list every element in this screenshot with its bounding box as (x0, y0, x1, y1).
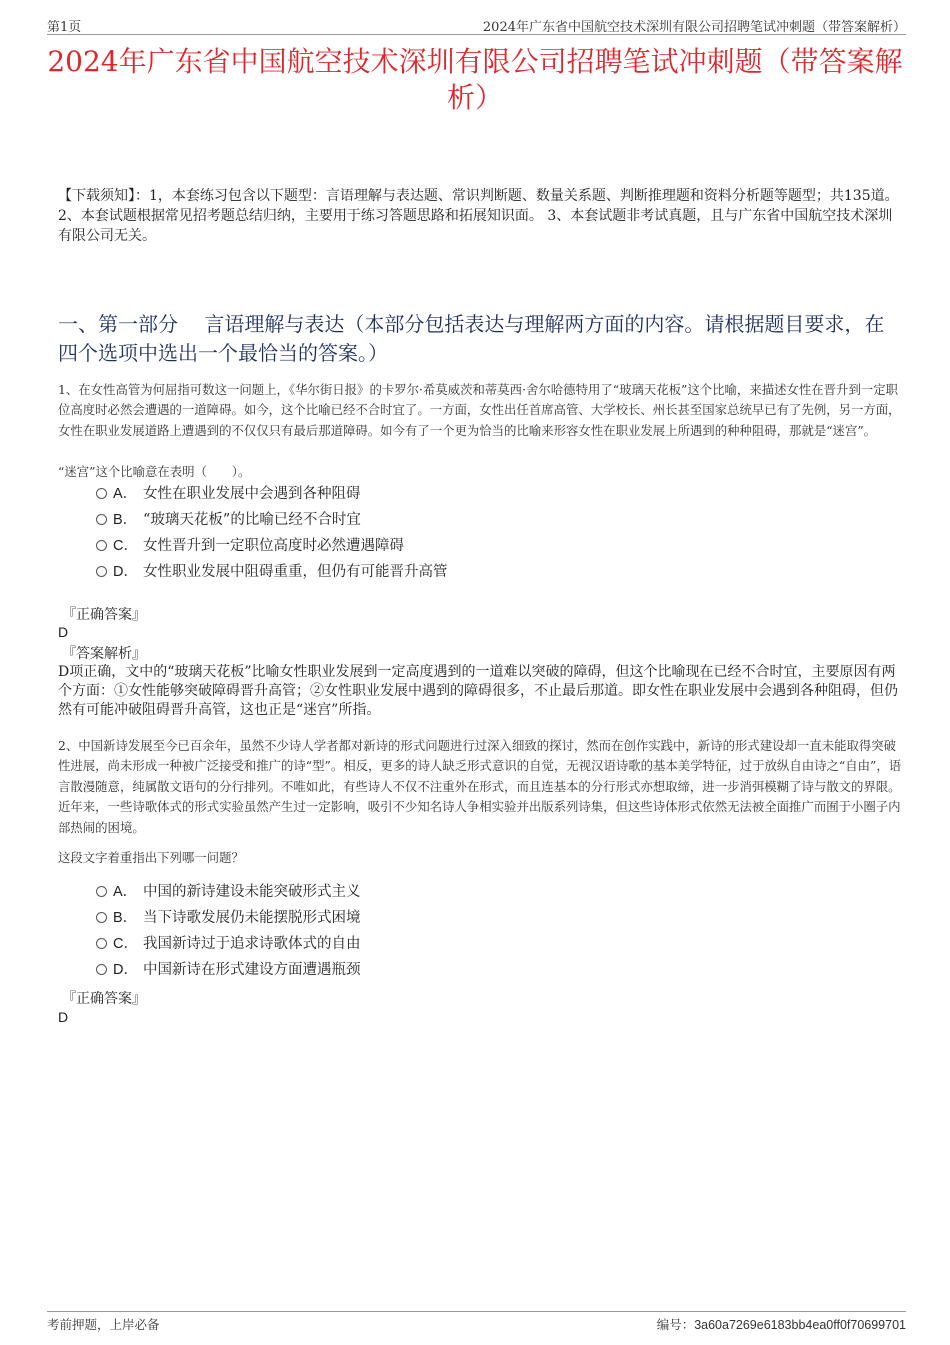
download-notice: 【下载须知】：1，本套练习包含以下题型：言语理解与表达题、常识判断题、数量关系题、判断推理题和资料分析题等题型；共135道。 2、本套试题根据常见招考题总结归纳，主要用于练习答题思路和拓展知识面。 3、本套试题非考试真题，且与广东省中国航空技术深圳有限公司无关。 (58, 188, 899, 244)
q2-option-a[interactable]: A． 中国的新诗建设未能突破形式主义 (96, 881, 361, 903)
footer-code: 编号：3a60a7269e6183bb4ea0ff0f70699701 (656, 1318, 906, 1332)
q1-analysis-label: 『答案解析』 (62, 646, 146, 662)
q1-analysis: D项正确，文中的“玻璃天花板”比喻女性职业发展到一定高度遇到的一道难以突破的障碍，但这个比喻现在已经不合时宜，主要原因有两个方面：①女性能够突破障碍晋升高管；②女性职业发展中遇到的障碍很多，不止最后那道。即女性在职业发展中会遇到各种阻碍，但仍然有可能冲破阻碍晋升高管，这也正是“迷宫”所指。 (58, 664, 898, 718)
q1-option-a[interactable]: A． 女性在职业发展中会遇到各种阻碍 (96, 483, 361, 505)
page-number: 第1页 (47, 20, 82, 35)
question-1-stem: “迷宫”这个比喻意在表明（ ）。 (58, 464, 251, 479)
question-2-text: 2、中国新诗发展至今已百余年，虽然不少诗人学者都对新诗的形式问题进行过深入细致的探讨，然而在创作实践中，新诗的形式建设却一直未能取得突破性进展，尚未形成一种被广泛接受和推广的诗“型”。相反，更多的诗人缺乏形式意识的自觉，无视汉语诗歌的基本美学特征，过于放纵自由诗之“自由”，语言散漫随意，纯属散文语句的分行排列。不唯如此，有些诗人不仅不注重外在形式，而且连基本的分行形式亦想取缔，进一步消弭模糊了诗与散文的界限。近年来，一些诗歌体式的形式实验虽然产生过一定影响，吸引不少知名诗人争相实验并出版系列诗集，但这些诗体形式依然无法被全面推广而囿于小圈子内部热闹的困境。 (58, 738, 902, 835)
radio-icon[interactable] (96, 514, 107, 525)
q2-option-d[interactable]: D． 中国新诗在形式建设方面遭遇瓶颈 (96, 959, 361, 981)
question-2-stem: 这段文字着重指出下列哪一问题？ (58, 850, 244, 865)
q2-answer: D (58, 1009, 69, 1025)
radio-icon[interactable] (96, 540, 107, 551)
footer-slogan: 考前押题，上岸必备 (47, 1317, 160, 1332)
q2-answer-label: 『正确答案』 (62, 991, 146, 1007)
radio-icon[interactable] (96, 886, 107, 897)
document-title: 2024年广东省中国航空技术深圳有限公司招聘笔试冲刺题（带答案解析） (47, 45, 903, 114)
q2-option-b[interactable]: B． 当下诗歌发展仍未能摆脱形式困境 (96, 907, 361, 929)
q1-option-d[interactable]: D． 女性职业发展中阻碍重重，但仍有可能晋升高管 (96, 561, 448, 583)
radio-icon[interactable] (96, 938, 107, 949)
page-header (47, 14, 906, 35)
radio-icon[interactable] (96, 964, 107, 975)
header-doc-title: 2024年广东省中国航空技术深圳有限公司招聘笔试冲刺题（带答案解析） (482, 20, 906, 35)
q1-option-c[interactable]: C． 女性晋升到一定职位高度时必然遭遇障碍 (96, 535, 404, 557)
question-1-text: 1、在女性高管为何屈指可数这一问题上，《华尔街日报》的卡罗尔·希莫威茨和蒂莫西·舍尔哈德特用了“玻璃天花板”这个比喻，来描述女性在晋升到一定职位高度时必然会遭遇的一道障碍。如今，这个比喻已经不合时宜了。一方面，女性出任首席高管、大学校长、州长甚至国家总统早已有了先例，另一方面，女性在职业发展道路上遭遇到的不仅仅只有最后那道障碍。如今有了一个更为恰当的比喻来形容女性在职业发展上所遇到的种种阻碍，那就是“迷宫”。 (58, 382, 901, 438)
radio-icon[interactable] (96, 488, 107, 499)
q1-option-b[interactable]: B． “玻璃天花板”的比喻已经不合时宜 (96, 509, 361, 531)
page-footer (47, 1311, 906, 1332)
radio-icon[interactable] (96, 912, 107, 923)
q2-option-c[interactable]: C． 我国新诗过于追求诗歌体式的自由 (96, 933, 361, 955)
section-heading: 一、第一部分 言语理解与表达（本部分包括表达与理解两方面的内容。请根据题目要求，在四个选项中选出一个最恰当的答案。） (58, 312, 885, 365)
radio-icon[interactable] (96, 566, 107, 577)
q1-answer-label: 『正确答案』 (62, 607, 146, 623)
q1-answer: D (58, 624, 69, 640)
